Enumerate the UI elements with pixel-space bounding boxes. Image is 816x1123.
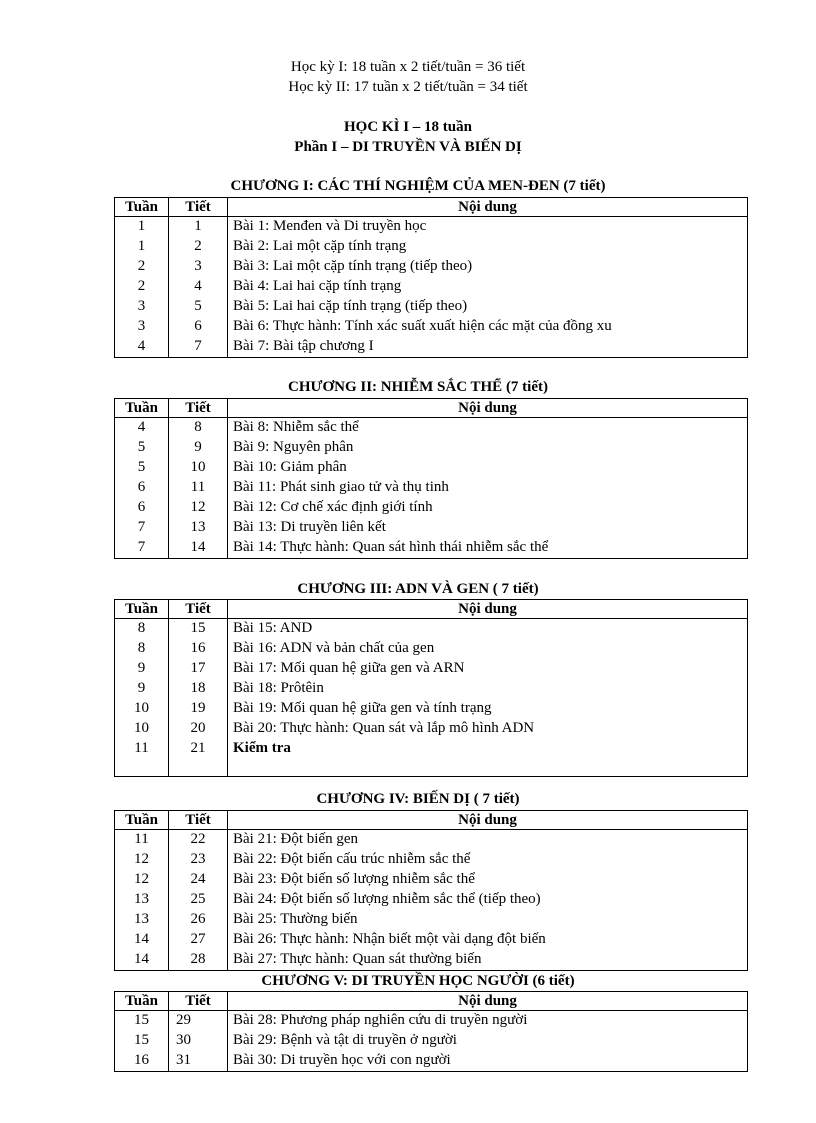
content-cell: Bài 23: Đột biến số lượng nhiễm sắc thể xyxy=(228,870,748,890)
table-header-row xyxy=(115,992,748,1011)
period-cell: 27 xyxy=(169,930,228,950)
week-header: Tuần xyxy=(115,992,169,1011)
table-row xyxy=(115,719,748,739)
table-row xyxy=(115,1031,748,1051)
period-cell: 20 xyxy=(169,719,228,739)
week-cell: 8 xyxy=(115,619,169,640)
table-row xyxy=(115,639,748,659)
content-header: Nội dung xyxy=(228,198,748,217)
table-row xyxy=(115,890,748,910)
week-cell: 4 xyxy=(115,337,169,358)
chapter-title: CHƯƠNG II: NHIỄM SẮC THỂ (7 tiết) xyxy=(288,379,548,395)
week-cell: 16 xyxy=(115,1051,169,1072)
table-row xyxy=(115,458,748,478)
content-cell: Bài 25: Thường biến xyxy=(228,910,748,930)
content-cell: Bài 11: Phát sinh giao tử và thụ tinh xyxy=(228,478,748,498)
content-cell: Bài 13: Di truyền liên kết xyxy=(228,518,748,538)
week-cell: 12 xyxy=(115,870,169,890)
period-cell: 16 xyxy=(169,639,228,659)
content-cell: Bài 8: Nhiễm sắc thể xyxy=(228,418,748,439)
week-header: Tuần xyxy=(115,399,169,418)
period-cell: 18 xyxy=(169,679,228,699)
content-cell: Bài 20: Thực hành: Quan sát và lắp mô hình ADN xyxy=(228,719,748,739)
period-cell: 11 xyxy=(169,478,228,498)
table-header-row xyxy=(115,811,748,830)
period-header: Tiết xyxy=(169,198,228,217)
week-cell: 7 xyxy=(115,538,169,559)
week-cell: 11 xyxy=(115,739,169,759)
content-cell: Bài 5: Lai hai cặp tính trạng (tiếp theo) xyxy=(228,297,748,317)
table-spacer-row xyxy=(115,759,748,777)
table-row xyxy=(115,297,748,317)
week-header: Tuần xyxy=(115,600,169,619)
week-cell: 12 xyxy=(115,850,169,870)
term-title: HỌC KÌ I – 18 tuần xyxy=(344,119,472,135)
week-header: Tuần xyxy=(115,198,169,217)
part-title: Phần I – DI TRUYỀN VÀ BIẾN DỊ xyxy=(294,139,522,155)
content-cell: Kiểm tra xyxy=(228,739,748,759)
week-cell: 10 xyxy=(115,699,169,719)
table-row xyxy=(115,699,748,719)
week-cell: 2 xyxy=(115,277,169,297)
content-cell: Bài 18: Prôtêin xyxy=(228,679,748,699)
period-cell: 29 xyxy=(169,1011,228,1032)
period-cell: 31 xyxy=(169,1051,228,1072)
chapter-title: CHƯƠNG V: DI TRUYỀN HỌC NGƯỜI (6 tiết) xyxy=(261,973,575,989)
period-cell: 26 xyxy=(169,910,228,930)
content-cell: Bài 1: Menđen và Di truyền học xyxy=(228,217,748,238)
table-row xyxy=(115,679,748,699)
period-cell: 28 xyxy=(169,950,228,971)
week-cell: 15 xyxy=(115,1011,169,1032)
content-cell: Bài 30: Di truyền học với con người xyxy=(228,1051,748,1072)
period-header: Tiết xyxy=(169,811,228,830)
table-row xyxy=(115,478,748,498)
table-row xyxy=(115,739,748,759)
table-row xyxy=(115,277,748,297)
content-cell: Bài 22: Đột biến cấu trúc nhiễm sắc thể xyxy=(228,850,748,870)
content-cell: Bài 26: Thực hành: Nhận biết một vài dạng đột biến xyxy=(228,930,748,950)
table-row xyxy=(115,418,748,439)
chapter-table xyxy=(114,810,748,971)
content-header: Nội dung xyxy=(228,811,748,830)
period-cell: 2 xyxy=(169,237,228,257)
period-cell: 7 xyxy=(169,337,228,358)
chapter-table xyxy=(114,398,748,559)
period-cell: 3 xyxy=(169,257,228,277)
period-cell: 22 xyxy=(169,830,228,851)
content-cell: Bài 9: Nguyên phân xyxy=(228,438,748,458)
table-row xyxy=(115,1011,748,1032)
week-cell: 2 xyxy=(115,257,169,277)
chapter-table xyxy=(114,197,748,358)
period-cell: 9 xyxy=(169,438,228,458)
content-header: Nội dung xyxy=(228,399,748,418)
period-cell: 5 xyxy=(169,297,228,317)
period-cell: 6 xyxy=(169,317,228,337)
semester-2-line: Học kỳ II: 17 tuần x 2 tiết/tuần = 34 tiết xyxy=(288,79,528,95)
table-row xyxy=(115,619,748,640)
chapter-title: CHƯƠNG III: ADN VÀ GEN ( 7 tiết) xyxy=(297,581,539,597)
week-cell: 6 xyxy=(115,478,169,498)
period-cell: 15 xyxy=(169,619,228,640)
content-cell: Bài 21: Đột biến gen xyxy=(228,830,748,851)
content-cell: Bài 10: Giảm phân xyxy=(228,458,748,478)
period-cell: 24 xyxy=(169,870,228,890)
table-row xyxy=(115,317,748,337)
content-cell: Bài 24: Đột biến số lượng nhiễm sắc thể (tiếp theo) xyxy=(228,890,748,910)
table-row xyxy=(115,217,748,238)
period-cell: 12 xyxy=(169,498,228,518)
week-cell: 5 xyxy=(115,438,169,458)
content-cell: Bài 16: ADN và bản chất của gen xyxy=(228,639,748,659)
content-cell: Bài 14: Thực hành: Quan sát hình thái nhiễm sắc thể xyxy=(228,538,748,559)
chapter-table xyxy=(114,991,748,1072)
content-cell: Bài 15: AND xyxy=(228,619,748,640)
week-cell: 9 xyxy=(115,679,169,699)
table-row xyxy=(115,538,748,559)
week-cell: 14 xyxy=(115,950,169,971)
period-cell: 30 xyxy=(169,1031,228,1051)
week-cell: 1 xyxy=(115,217,169,238)
period-cell: 10 xyxy=(169,458,228,478)
content-cell: Bài 19: Mối quan hệ giữa gen và tính trạng xyxy=(228,699,748,719)
content-cell: Bài 4: Lai hai cặp tính trạng xyxy=(228,277,748,297)
content-cell: Bài 27: Thực hành: Quan sát thường biến xyxy=(228,950,748,971)
week-cell: 13 xyxy=(115,910,169,930)
week-header: Tuần xyxy=(115,811,169,830)
period-cell: 25 xyxy=(169,890,228,910)
period-header: Tiết xyxy=(169,399,228,418)
period-cell: 13 xyxy=(169,518,228,538)
period-cell: 21 xyxy=(169,739,228,759)
content-cell: Bài 28: Phương pháp nghiên cứu di truyền người xyxy=(228,1011,748,1032)
table-row xyxy=(115,930,748,950)
content-cell: Bài 6: Thực hành: Tính xác suất xuất hiện các mặt của đồng xu xyxy=(228,317,748,337)
week-cell: 10 xyxy=(115,719,169,739)
week-cell: 3 xyxy=(115,317,169,337)
week-cell: 4 xyxy=(115,418,169,439)
week-cell: 8 xyxy=(115,639,169,659)
period-cell: 17 xyxy=(169,659,228,679)
content-cell: Bài 29: Bệnh và tật di truyền ở người xyxy=(228,1031,748,1051)
week-cell: 7 xyxy=(115,518,169,538)
week-cell: 3 xyxy=(115,297,169,317)
period-cell: 1 xyxy=(169,217,228,238)
period-cell: 8 xyxy=(169,418,228,439)
table-row xyxy=(115,257,748,277)
content-cell: Bài 12: Cơ chế xác định giới tính xyxy=(228,498,748,518)
table-row xyxy=(115,498,748,518)
period-cell: 14 xyxy=(169,538,228,559)
week-cell: 15 xyxy=(115,1031,169,1051)
table-row xyxy=(115,518,748,538)
table-header-row xyxy=(115,399,748,418)
table-header-row xyxy=(115,600,748,619)
semester-1-line: Học kỳ I: 18 tuần x 2 tiết/tuần = 36 tiết xyxy=(290,59,526,75)
table-row xyxy=(115,850,748,870)
table-row xyxy=(115,830,748,851)
table-row xyxy=(115,659,748,679)
period-cell: 19 xyxy=(169,699,228,719)
period-header: Tiết xyxy=(169,600,228,619)
table-row xyxy=(115,910,748,930)
week-cell: 11 xyxy=(115,830,169,851)
period-header: Tiết xyxy=(169,992,228,1011)
table-row xyxy=(115,438,748,458)
table-row xyxy=(115,237,748,257)
table-row xyxy=(115,870,748,890)
content-cell: Bài 17: Mối quan hệ giữa gen và ARN xyxy=(228,659,748,679)
table-row xyxy=(115,1051,748,1072)
chapter-table xyxy=(114,599,748,777)
chapter-title: CHƯƠNG IV: BIẾN DỊ ( 7 tiết) xyxy=(316,791,520,807)
chapter-title: CHƯƠNG I: CÁC THÍ NGHIỆM CỦA MEN-ĐEN (7 tiết) xyxy=(230,178,606,194)
content-cell: Bài 2: Lai một cặp tính trạng xyxy=(228,237,748,257)
content-cell: Bài 3: Lai một cặp tính trạng (tiếp theo) xyxy=(228,257,748,277)
period-cell: 4 xyxy=(169,277,228,297)
week-cell: 13 xyxy=(115,890,169,910)
week-cell: 1 xyxy=(115,237,169,257)
table-row xyxy=(115,950,748,971)
content-header: Nội dung xyxy=(228,600,748,619)
week-cell: 9 xyxy=(115,659,169,679)
table-header-row xyxy=(115,198,748,217)
table-row xyxy=(115,337,748,358)
week-cell: 5 xyxy=(115,458,169,478)
week-cell: 14 xyxy=(115,930,169,950)
week-cell: 6 xyxy=(115,498,169,518)
content-cell: Bài 7: Bài tập chương I xyxy=(228,337,748,358)
content-header: Nội dung xyxy=(228,992,748,1011)
period-cell: 23 xyxy=(169,850,228,870)
